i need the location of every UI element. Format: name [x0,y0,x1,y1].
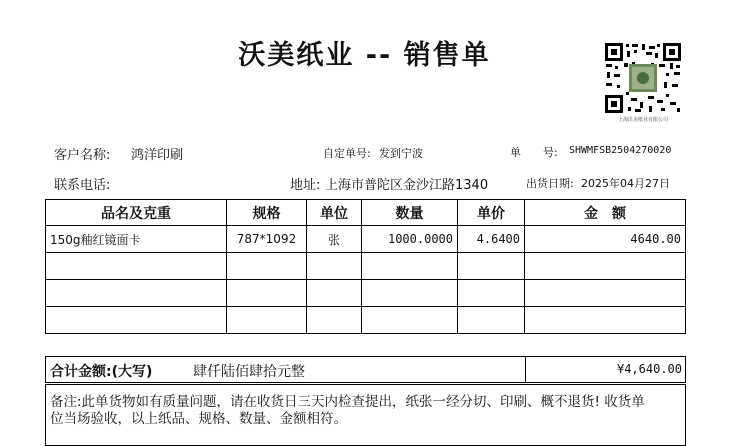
customer-value: 鸿洋印刷 [131,148,184,163]
total-amount: ¥4,640.00 [616,362,682,376]
cell-unit [307,307,362,334]
cell-unit: 张 [307,226,362,253]
cell-amount [525,253,686,280]
cell-spec: 787*1092 [227,226,307,253]
cell-price [458,280,525,307]
order-no-label: 单 号: [510,146,558,159]
customer-label: 客户名称: [54,148,111,163]
ship-date-value: 2025年04月27日 [581,177,670,190]
column-header-unit: 单位 [307,200,362,226]
cell-quantity [362,307,458,334]
table-row [46,307,686,334]
table-row [46,226,686,253]
column-header-quantity: 数量 [362,200,458,226]
cell-price: 4.6400 [458,226,525,253]
column-header-product: 品名及克重 [46,200,227,226]
order-no-value: SHWMFSB2504270020 [569,145,672,156]
cell-quantity: 1000.0000 [362,226,458,253]
column-header-spec: 规格 [227,200,307,226]
ship-date-label: 出货日期: [526,177,574,190]
cell-price [458,253,525,280]
cell-spec [227,307,307,334]
phone-label: 联系电话: [54,178,111,193]
cell-product: 150g釉红镜面卡 [46,226,227,253]
cell-product [46,307,227,334]
cell-amount [525,307,686,334]
total-divider [525,357,526,382]
custom-no-label: 自定单号: [323,147,371,160]
cell-price [458,307,525,334]
cell-unit [307,253,362,280]
address-value: 上海市普陀区金沙江路1340 [325,178,489,193]
cell-spec [227,253,307,280]
cell-quantity [362,280,458,307]
qr-caption: 上海沃美纸业有限公司 [617,117,668,123]
cell-product [46,253,227,280]
note-text: 备注:此单货物如有质量问题，请在收货日三天内检查提出，纸张一经分切、印刷、概不退货! 收货单位当场验收，以上纸品、规格、数量、金额相符。 [50,394,645,427]
table-row [46,280,686,307]
table-header-row [46,200,686,226]
address-label: 地址: [290,178,321,193]
document-title: 沃美纸业 -- 销售单 [238,40,491,71]
qr-code-icon [604,42,682,114]
cell-product [46,280,227,307]
table-row [46,253,686,280]
items-table [45,199,686,334]
cell-spec [227,280,307,307]
column-header-price: 单价 [458,200,525,226]
cell-unit [307,280,362,307]
total-row [45,356,686,383]
column-header-amount: 金 额 [525,200,686,226]
total-upper-value: 肆仟陆佰肆拾元整 [193,364,305,380]
cell-quantity [362,253,458,280]
cell-amount: 4640.00 [525,226,686,253]
cell-amount [525,280,686,307]
total-label: 合计金额:(大写) [50,364,153,380]
custom-no-value: 发到宁波 [379,147,423,160]
